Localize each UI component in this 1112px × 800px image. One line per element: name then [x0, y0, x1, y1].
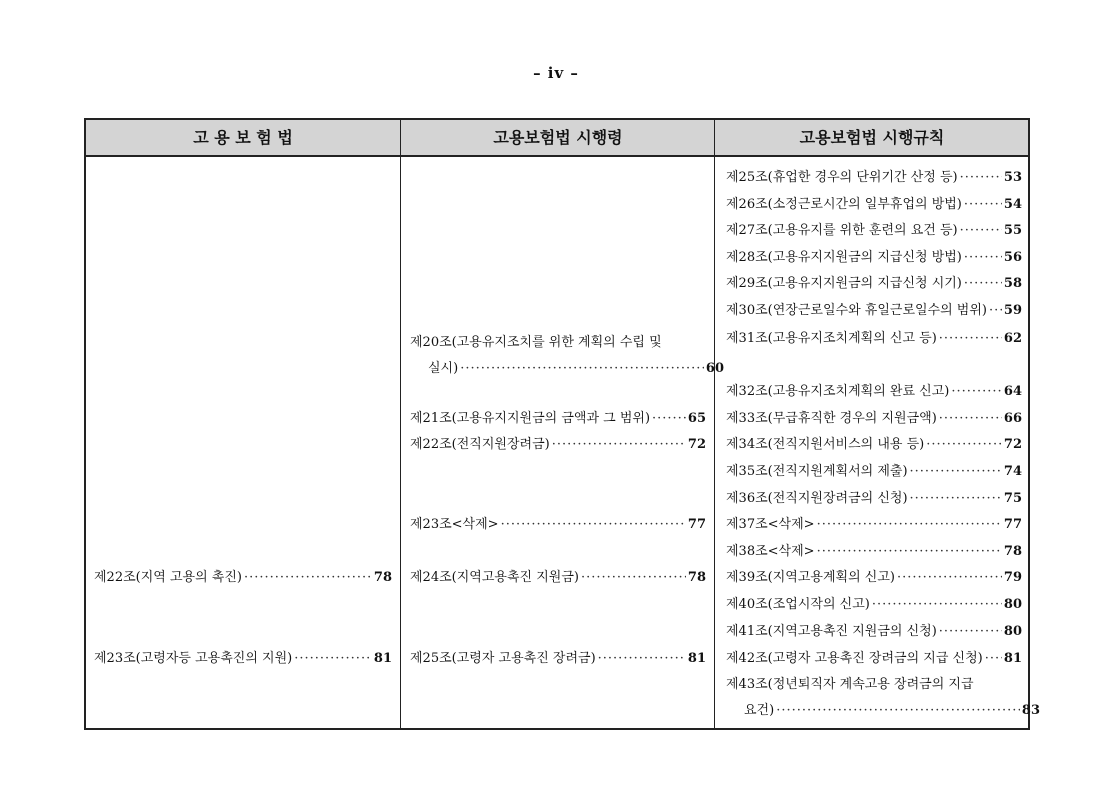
- toc-entry: 제23조<삭제> ····· 77: [410, 512, 706, 538]
- toc-entry: 제30조(연장근로일수와 휴일근로일수의 범위) ····· 59: [726, 298, 1022, 324]
- toc-entry: 제38조<삭제> ····· 78: [726, 539, 1022, 565]
- toc-table: [84, 118, 1040, 730]
- toc-entry: 제20조(고용유지조치를 위한 계획의 수립 및 실시) ····· 60: [410, 330, 706, 382]
- toc-entry: 제41조(지역고용촉진 지원금의 신청) ····· 80: [726, 619, 1022, 645]
- toc-entry: 제36조(전직지원장려금의 신청) ····· 75: [726, 486, 1022, 512]
- toc-entry: 제21조(고용유지지원금의 금액과 그 범위) ····· 65: [410, 406, 706, 432]
- header-rules: 고용보험법 시행규칙: [799, 128, 945, 147]
- toc-entry: 제39조(지역고용계획의 신고) ····· 79: [726, 565, 1022, 591]
- column-divider: [400, 120, 401, 728]
- toc-entry: 제40조(조업시작의 신고) ····· 80: [726, 592, 1022, 618]
- toc-entry: 제37조<삭제> ····· 77: [726, 512, 1022, 538]
- toc-entry: 제32조(고용유지조치계획의 완료 신고) ····· 64: [726, 379, 1022, 405]
- toc-entry: 제33조(무급휴직한 경우의 지원금액) ····· 66: [726, 406, 1022, 432]
- toc-entry: 제34조(전직지원서비스의 내용 등) ····· 72: [726, 432, 1022, 458]
- toc-entry: 제42조(고령자 고용촉진 장려금의 지급 신청) ····· 81: [726, 646, 1022, 672]
- toc-entry: 제22조(전직지원장려금) ····· 72: [410, 432, 706, 458]
- toc-entry: 제25조(휴업한 경우의 단위기간 산정 등) ····· 53: [726, 165, 1022, 191]
- header-decree: 고용보험법 시행령: [493, 128, 623, 147]
- toc-entry: 제27조(고용유지를 위한 훈련의 요건 등) ····· 55: [726, 218, 1022, 244]
- toc-entry: 제26조(소정근로시간의 일부휴업의 방법) ····· 54: [726, 192, 1022, 218]
- toc-entry: 제24조(지역고용촉진 지원금) ····· 78: [410, 565, 706, 591]
- toc-entry: 제31조(고용유지조치계획의 신고 등) ····· 62: [726, 326, 1022, 352]
- toc-entry: 제22조(지역 고용의 촉진) ····· 78: [94, 565, 392, 591]
- header-law: 고 용 보 험 법: [193, 128, 293, 147]
- toc-entry: 제35조(전직지원계획서의 제출) ····· 74: [726, 459, 1022, 485]
- toc-entry: 제29조(고용유지지원금의 지급신청 시기) ····· 58: [726, 271, 1022, 297]
- toc-entry: 제28조(고용유지지원금의 지급신청 방법) ····· 56: [726, 245, 1022, 271]
- toc-entry: 제23조(고령자등 고용촉진의 지원) ····· 81: [94, 646, 392, 672]
- toc-entry: 제25조(고령자 고용촉진 장려금) ····· 81: [410, 646, 706, 672]
- table-header: [86, 120, 1028, 157]
- column-divider: [714, 120, 715, 728]
- page-number: – iv –: [533, 64, 579, 82]
- toc-entry: 제43조(정년퇴직자 계속고용 장려금의 지급 요건) ····· 83: [726, 672, 1022, 724]
